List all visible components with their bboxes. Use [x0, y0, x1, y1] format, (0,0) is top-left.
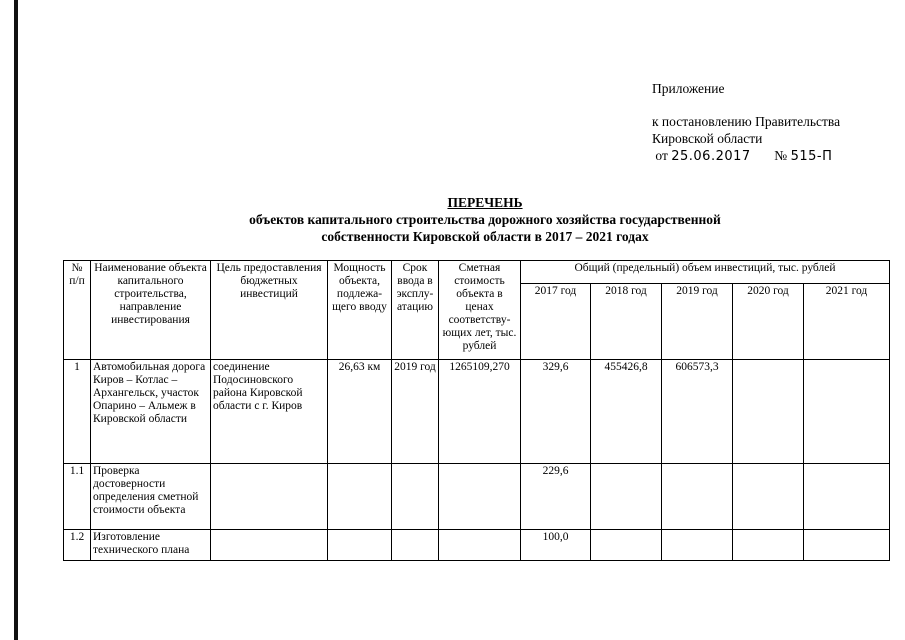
cell-capacity	[328, 464, 392, 530]
cell-value	[662, 464, 733, 530]
cell-term	[392, 530, 439, 561]
appendix-line1: к постановлению Правительства	[652, 114, 841, 129]
header-year: 2019 год	[662, 284, 733, 360]
title-line1: объектов капитального строительства дорожного хозяйства государственной	[249, 212, 721, 227]
header-cost: Сметная стоимость объекта в ценах соответству-ющих лет, тыс. рублей	[439, 261, 521, 360]
appendix-date-line	[652, 147, 840, 165]
number-prefix: №	[774, 148, 788, 163]
cell-value	[591, 464, 662, 530]
number-value: 515-П	[790, 149, 833, 164]
document-title	[200, 194, 770, 245]
cell-value	[733, 360, 804, 464]
cell-value	[804, 530, 890, 561]
cell-value: 606573,3	[662, 360, 733, 464]
cell-num: 1.2	[64, 530, 91, 561]
cell-value	[733, 530, 804, 561]
cell-num: 1.1	[64, 464, 91, 530]
header-year: 2017 год	[521, 284, 591, 360]
investment-table	[63, 260, 890, 561]
header-term: Срок ввода в эксплу-атацию	[392, 261, 439, 360]
date-prefix: от	[655, 148, 668, 163]
cell-purpose	[211, 464, 328, 530]
cell-term	[392, 464, 439, 530]
appendix-title: Приложение	[652, 81, 725, 96]
table-row	[64, 464, 890, 530]
cell-value: 100,0	[521, 530, 591, 561]
header-name: Наименование объекта капитального строительства, направление инвестирования	[91, 261, 211, 360]
table-row	[64, 530, 890, 561]
cell-value	[591, 530, 662, 561]
cell-value: 229,6	[521, 464, 591, 530]
title-line2: собственности Кировской области в 2017 – 2021 годах	[321, 229, 649, 244]
header-year: 2018 год	[591, 284, 662, 360]
table-row	[64, 360, 890, 464]
cell-cost: 1265109,270	[439, 360, 521, 464]
cell-capacity: 26,63 км	[328, 360, 392, 464]
appendix-block	[652, 80, 840, 165]
cell-capacity	[328, 530, 392, 561]
header-year: 2021 год	[804, 284, 890, 360]
appendix-line2: Кировской области	[652, 131, 763, 146]
cell-cost	[439, 530, 521, 561]
date-value: 25.06.2017	[671, 149, 751, 164]
cell-purpose: соединение Подосиновского района Кировской области с г. Киров	[211, 360, 328, 464]
cell-cost	[439, 464, 521, 530]
header-year: 2020 год	[733, 284, 804, 360]
cell-value	[733, 464, 804, 530]
cell-purpose	[211, 530, 328, 561]
cell-value	[662, 530, 733, 561]
cell-value	[804, 464, 890, 530]
cell-name: Проверка достоверности определения сметной стоимости объекта	[91, 464, 211, 530]
title-heading: ПЕРЕЧЕНЬ	[447, 195, 523, 210]
scan-edge	[0, 0, 20, 640]
cell-value: 455426,8	[591, 360, 662, 464]
header-purpose: Цель предоставления бюджетных инвестиций	[211, 261, 328, 360]
cell-term: 2019 год	[392, 360, 439, 464]
cell-value	[804, 360, 890, 464]
header-capacity: Мощность объекта, подлежа-щего вводу	[328, 261, 392, 360]
cell-name: Изготовление технического плана	[91, 530, 211, 561]
cell-name: Автомобильная дорога Киров – Котлас – Архангельск, участок Опарино – Альмеж в Кировской области	[91, 360, 211, 464]
header-row	[64, 261, 890, 284]
cell-num: 1	[64, 360, 91, 464]
header-invest: Общий (предельный) объем инвестиций, тыс. рублей	[521, 261, 890, 284]
cell-value: 329,6	[521, 360, 591, 464]
header-num: № п/п	[64, 261, 91, 360]
